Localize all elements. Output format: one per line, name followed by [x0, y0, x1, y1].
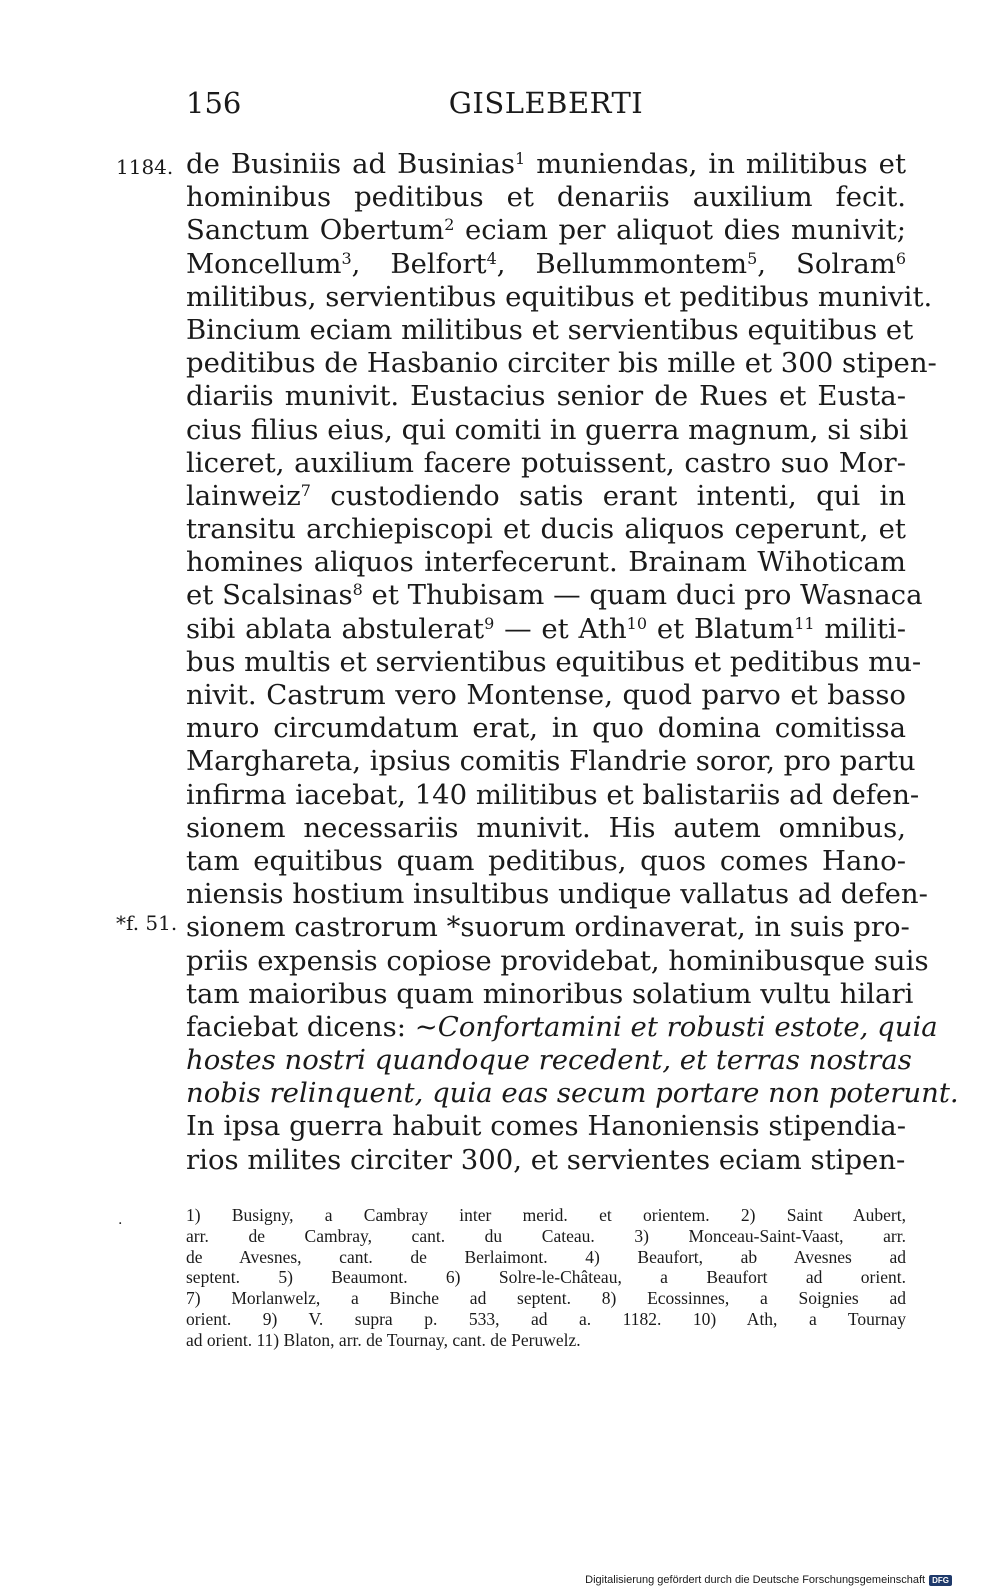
text-line: homines aliquos interfecerunt. Brainam Wihoticam — [186, 546, 906, 579]
text-line: de Businiis ad Businias$^1$ muniendas, in militibus et — [186, 148, 907, 180]
running-title: GISLEBERTI — [448, 86, 644, 120]
text-line: hostes nostri quandoque recedent, et terras nostras — [186, 1044, 912, 1077]
text-line: bus multis et servientibus equitibus et peditibus mu- — [186, 645, 922, 678]
footnote-line: orient. 9) V. supra p. 533, ad a. 1182. 10) Ath, a Tournay — [186, 1308, 906, 1329]
text-line: tam equitibus quam peditibus, quos comes Hano- — [186, 844, 906, 877]
footnote-line: arr. de Cambray, cant. du Cateau. 3) Monceau-Saint-Vaast, arr. — [186, 1225, 906, 1246]
footnotes — [186, 1205, 906, 1351]
text-line: tam maioribus quam minoribus solatium vultu hilari — [186, 977, 914, 1010]
text-line: diariis munivit. Eustacius senior de Rues et Eusta- — [186, 380, 906, 413]
page-header — [186, 86, 906, 126]
text-line: muro circumdatum erat, in quo domina comitissa — [186, 712, 906, 745]
text-line: sibi ablata abstulerat$^9$ — et Ath$^{10}$ et Blatum$^{11}$ militi- — [186, 612, 906, 645]
text-line: peditibus de Hasbanio circiter bis mille et 300 stipen- — [186, 347, 937, 380]
text-line: niensis hostium insultibus undique vallatus ad defen- — [186, 878, 928, 911]
footnote-line: 7) Morlanwelz, a Binche ad septent. 8) Ecossinnes, a Soignies ad — [186, 1288, 906, 1309]
page-number: 156 — [186, 86, 242, 120]
text-line: sionem castrorum *suorum ordinaverat, in suis pro- — [186, 911, 910, 944]
text-line: cius filius eius, qui comiti in guerra magnum, si sibi — [186, 413, 909, 446]
footer-credit — [585, 1574, 952, 1586]
text-line: transitu archiepiscopi et ducis aliquos ceperunt, et — [186, 513, 906, 546]
text-line: nobis relinquent, quia eas secum portare non poterunt. — [186, 1077, 959, 1110]
text-line: rios milites circiter 300, et servientes eciam stipen- — [186, 1143, 906, 1176]
text-line: Sanctum Obertum$^2$ eciam per aliquot dies munivit; — [186, 214, 906, 247]
text-line: hominibus peditibus et denariis auxilium fecit. — [186, 181, 906, 214]
text-line: faciebat dicens: ~Confortamini et robusti estote, quia — [186, 1010, 938, 1043]
text-line: et Scalsinas$^8$ et Thubisam — quam duci pro Wasnaca — [186, 579, 923, 612]
margin-year: 1184. — [116, 155, 174, 179]
text-line: Bincium eciam militibus et servientibus equitibus et — [186, 313, 914, 346]
text-line: In ipsa guerra habuit comes Hanoniensis stipendia- — [186, 1110, 906, 1143]
footnote-line: ad orient. 11) Blaton, arr. de Tournay, cant. de Peruwelz. — [186, 1329, 581, 1350]
footnote-line: 1) Busigny, a Cambray inter merid. et orientem. 2) Saint Aubert, — [186, 1205, 906, 1225]
footer-credit-text: Digitalisierung gefördert durch die Deutsche Forschungsgemeinschaft — [585, 1574, 926, 1586]
text-line: lainweiz$^7$ custodiendo satis erant intenti, qui in — [186, 479, 906, 512]
footnote-line: septent. 5) Beaumont. 6) Solre-le-Château, a Beaufort ad orient. — [186, 1267, 906, 1288]
text-line: Moncellum$^3$, Belfort$^4$, Bellummontem$^5$, Solram$^6$ — [186, 247, 906, 280]
margin-folio: *f. 51. — [116, 911, 178, 935]
text-line: militibus, servientibus equitibus et peditibus munivit. — [186, 280, 933, 313]
body-text — [186, 148, 959, 1177]
text-line: nivit. Castrum vero Montense, quod parvo et basso — [186, 679, 906, 711]
footnote-line: de Avesnes, cant. de Berlaimont. 4) Beaufort, ab Avesnes ad — [186, 1246, 906, 1267]
text-line: Marghareta, ipsius comitis Flandrie soror, pro partu — [186, 745, 916, 778]
text-line: liceret, auxilium facere potuissent, castro suo Mor- — [186, 446, 906, 479]
dfg-logo: DFG — [929, 1575, 952, 1586]
text-line: sionem necessariis munivit. His autem omnibus, — [186, 811, 906, 844]
stray-mark: . — [118, 1212, 123, 1228]
text-line: priis expensis copiose providebat, hominibusque suis — [186, 944, 929, 977]
text-line: infirma iacebat, 140 militibus et balistariis ad defen- — [186, 778, 920, 811]
